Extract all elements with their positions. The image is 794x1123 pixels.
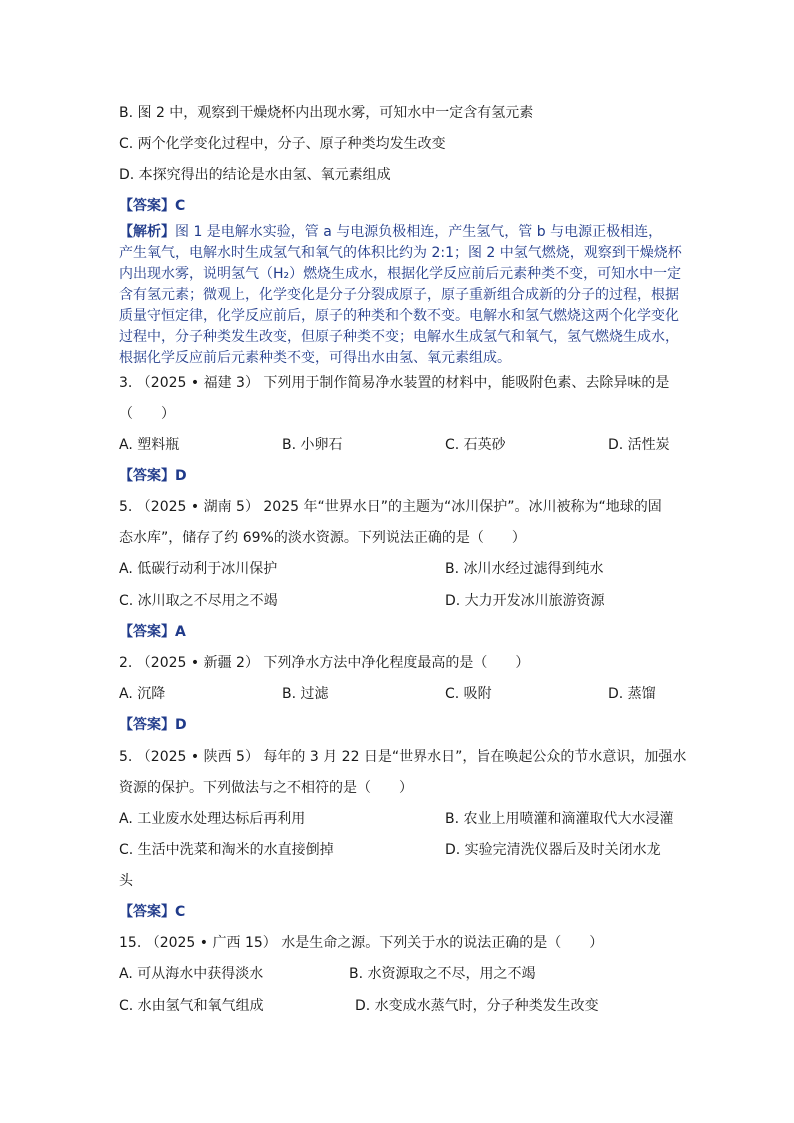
- option-d: D. 大力开发冰川旅游资源: [445, 593, 605, 609]
- option-c: C. 冰川取之不尽用之不竭: [119, 593, 278, 609]
- question-stem: 3. （2025 • 福建 3） 下列用于制作简易净水装置的材料中，能吸附色素、去除异味的是: [119, 375, 670, 391]
- option-b: B. 水资源取之不尽，用之不竭: [349, 966, 536, 982]
- option-b: B. 小卵石: [282, 437, 343, 453]
- analysis-line: 含有氢元素；微观上，化学变化是分子分裂成原子，原子重新组合成新的分子的过程，根据: [119, 287, 679, 303]
- question-stem: 态水库”，储存了约 69%的淡水资源。下列说法正确的是（ ）: [119, 530, 526, 546]
- question-stem: 5. （2025 • 陕西 5） 每年的 3 月 22 日是“世界水日”，旨在唤起公众的节水意识，加强水: [119, 749, 687, 765]
- analysis-line: 质量守恒定律，化学反应前后，原子的种类和个数不变。电解水和氢气燃烧这两个化学变化: [119, 308, 679, 324]
- option-d-wrap: 头: [119, 873, 133, 889]
- option-d: D. 本探究得出的结论是水由氢、氧元素组成: [119, 167, 391, 183]
- option-c: C. 水由氢气和氧气组成: [119, 998, 264, 1014]
- option-a: A. 低碳行动利于冰川保护: [119, 561, 278, 577]
- option-d: D. 实验完清洗仪器后及时关闭水龙: [445, 842, 661, 858]
- option-b: B. 冰川水经过滤得到纯水: [445, 561, 604, 577]
- question-stem: 5. （2025 • 湖南 5） 2025 年“世界水日”的主题为“冰川保护”。冰川被称为“地球的固: [119, 499, 662, 515]
- analysis-line: [119, 222, 662, 242]
- option-a: A. 工业废水处理达标后再利用: [119, 811, 306, 827]
- option-c: C. 两个化学变化过程中，分子、原子种类均发生改变: [119, 136, 446, 152]
- option-a: A. 可从海水中获得淡水: [119, 966, 264, 982]
- answer-label: 【答案】C: [119, 904, 186, 920]
- question-stem: 2. （2025 • 新疆 2） 下列净水方法中净化程度最高的是（ ）: [119, 655, 530, 671]
- option-b: B. 农业上用喷灌和滴灌取代大水浸灌: [445, 811, 674, 827]
- answer-label: 【答案】D: [119, 468, 187, 484]
- analysis-tag: 【解析】: [119, 224, 175, 240]
- option-c: C. 吸附: [445, 686, 492, 702]
- question-stem: 15. （2025 • 广西 15） 水是生命之源。下列关于水的说法正确的是（ ）: [119, 935, 604, 951]
- analysis-line: 内出现水雾，说明氢气（H₂）燃烧生成水，根据化学反应前后元素种类不变，可知水中一定: [119, 266, 682, 282]
- option-d: D. 水变成水蒸气时，分子种类发生改变: [355, 998, 599, 1014]
- question-paren: （ ）: [119, 406, 175, 422]
- option-d: D. 活性炭: [608, 437, 670, 453]
- analysis-line: 过程中，分子种类发生改变，但原子种类不变；电解水生成氢气和氧气，氢气燃烧生成水，: [119, 329, 679, 345]
- question-stem: 资源的保护。下列做法与之不相符的是（ ）: [119, 780, 413, 796]
- option-b: B. 图 2 中，观察到干燥烧杯内出现水雾，可知水中一定含有氢元素: [119, 105, 534, 121]
- option-b: B. 过滤: [282, 686, 329, 702]
- option-c: C. 石英砂: [445, 437, 506, 453]
- answer-label: 【答案】A: [119, 624, 186, 640]
- option-a: A. 沉降: [119, 686, 166, 702]
- analysis-line: 产生氧气，电解水时生成氢气和氧气的体积比约为 2:1；图 2 中氢气燃烧，观察到干燥烧杯: [119, 245, 682, 261]
- option-a: A. 塑料瓶: [119, 437, 180, 453]
- option-d: D. 蒸馏: [608, 686, 656, 702]
- analysis-text: 图 1 是电解水实验，管 a 与电源负极相连，产生氢气，管 b 与电源正极相连，: [175, 224, 663, 240]
- answer-label: 【答案】C: [119, 198, 186, 214]
- answer-label: 【答案】D: [119, 717, 187, 733]
- analysis-line: 根据化学反应前后元素种类不变，可得出水由氢、氧元素组成。: [119, 350, 511, 366]
- option-c: C. 生活中洗菜和淘米的水直接倒掉: [119, 842, 334, 858]
